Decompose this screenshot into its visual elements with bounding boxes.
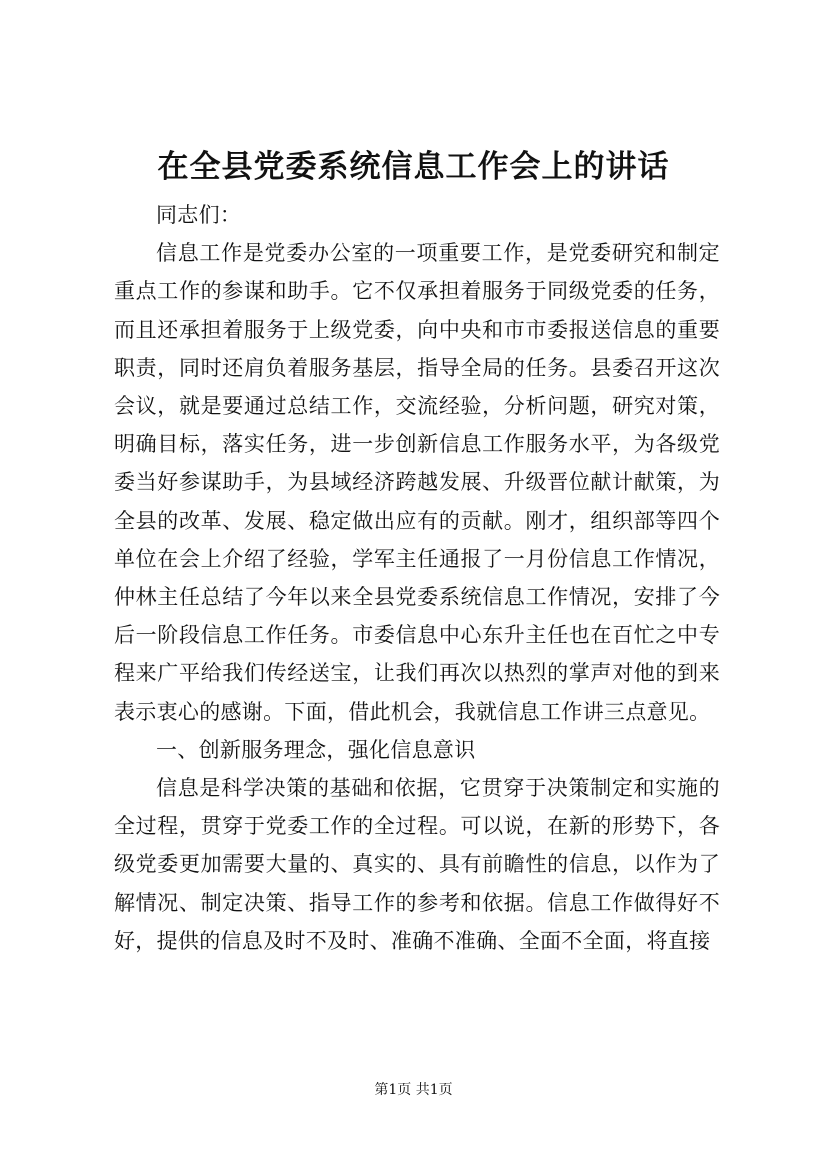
- document-title: 在全县党委系统信息工作会上的讲话: [157, 149, 670, 185]
- paragraph-section-1: 信息是科学决策的基础和依据，它贯穿于决策制定和实施的全过程，贯穿于党委工作的全过程。可以说，在新的形势下，各级党委更加需要大量的、真实的、具有前瞻性的信息，以作为了解情况、制定决策、指导工作的参考和依据。信息工作做得好不好，提供的信息及时不及时、准确不准确、全面不全面，将直接: [114, 776, 720, 953]
- document-body: [114, 196, 720, 960]
- section-heading-1: 一、创新服务理念，强化信息意识: [156, 737, 476, 762]
- paragraph-intro: 信息工作是党委办公室的一项重要工作，是党委研究和制定重点工作的参谋和助手。它不仅承担着服务于同级党委的任务，而且还承担着服务于上级党委，向中央和市市委报送信息的重要职责，同时还肩负着服务基层，指导全局的任务。县委召开这次会议，就是要通过总结工作，交流经验，分析问题，研究对策，明确目标，落实任务，进一步创新信息工作服务水平，为各级党委当好参谋助手，为县域经济跨越发展、升级晋位献计献策，为全县的改革、发展、稳定做出应有的贡献。刚才，组织部等四个单位在会上介绍了经验，学军主任通报了一月份信息工作情况，仲林主任总结了今年以来全县党委系统信息工作情况，安排了今后一阶段信息工作任务。市委信息中心东升主任也在百忙之中专程来广平给我们传经送宝，让我们再次以热烈的掌声对他的到来表示衷心的感谢。下面，借此机会，我就信息工作讲三点意见。: [114, 241, 720, 724]
- salutation: 同志们：: [156, 203, 242, 227]
- page-footer: 第1页 共1页: [374, 1082, 453, 1098]
